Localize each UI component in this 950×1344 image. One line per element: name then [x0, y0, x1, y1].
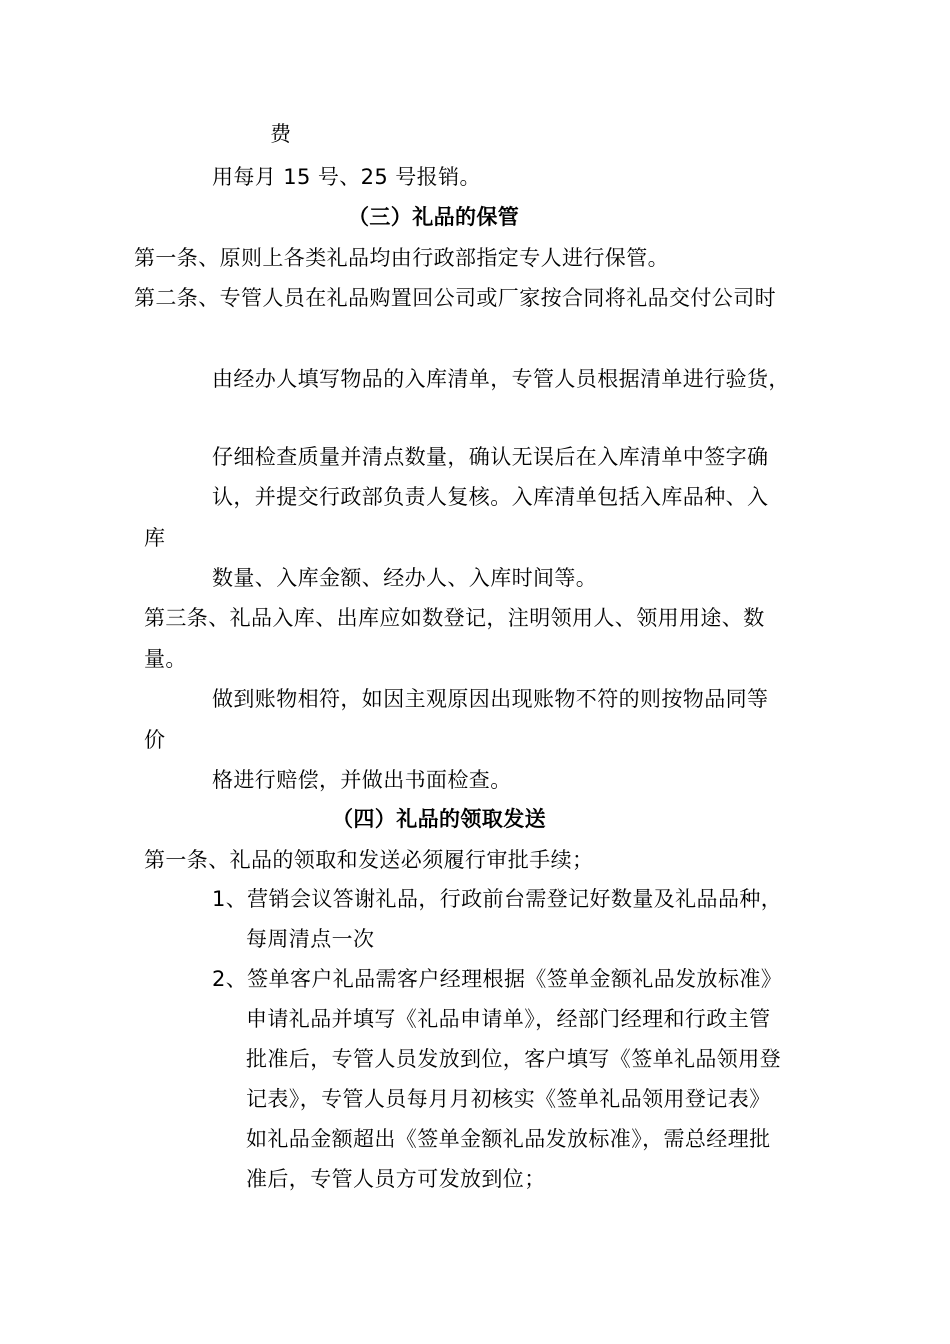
text-line: 第二条、专管人员在礼品购置回公司或厂家按合同将礼品交付公司时 [134, 286, 776, 310]
list-item-continuation: 记表》，专管人员每月月初核实《签单礼品领用登记表》 [246, 1087, 771, 1111]
text-line: 格进行赔偿，并做出书面检查。 [212, 768, 512, 792]
list-item-continuation: 如礼品金额超出《签单金额礼品发放标准》，需总经理批 [246, 1127, 771, 1151]
text-line: 数量、入库金额、经办人、入库时间等。 [212, 566, 598, 590]
text-line: 做到账物相符，如因主观原因出现账物不符的则按物品同等 [212, 687, 769, 711]
text-line: 量。 [144, 647, 187, 671]
section-heading: （四）礼品的领取发送 [332, 807, 546, 831]
list-item-continuation: 批准后，专管人员发放到位，客户填写《签单礼品领用登 [246, 1047, 781, 1071]
text-line: 第一条、原则上各类礼品均由行政部指定专人进行保管。 [134, 246, 669, 270]
text-line: 库 [144, 526, 166, 550]
list-item-continuation: 申请礼品并填写《礼品申请单》，经部门经理和行政主管 [246, 1007, 771, 1031]
text-line: 由经办人填写物品的入库清单，专管人员根据清单进行验货， [212, 367, 790, 391]
text-line: 认，并提交行政部负责人复核。入库清单包括入库品种、入 [212, 485, 769, 509]
text-line: 第一条、礼品的领取和发送必须履行审批手续； [144, 848, 594, 872]
list-item-continuation: 每周清点一次 [246, 927, 375, 951]
text-line: 第三条、礼品入库、出库应如数登记，注明领用人、领用用途、数 [144, 606, 765, 630]
text-line: 费 [270, 122, 292, 146]
section-heading: （三）礼品的保管 [348, 205, 520, 229]
list-item-continuation: 准后，专管人员方可发放到位； [246, 1167, 546, 1191]
text-line: 价 [144, 728, 166, 752]
text-line: 用每月 15 号、25 号报销。 [212, 165, 481, 189]
list-item: 1、营销会议答谢礼品，行政前台需登记好数量及礼品品种， [212, 887, 783, 911]
text-line: 仔细检查质量并清点数量，确认无误后在入库清单中签字确 [212, 445, 769, 469]
list-item: 2、签单客户礼品需客户经理根据《签单金额礼品发放标准》 [212, 967, 783, 991]
